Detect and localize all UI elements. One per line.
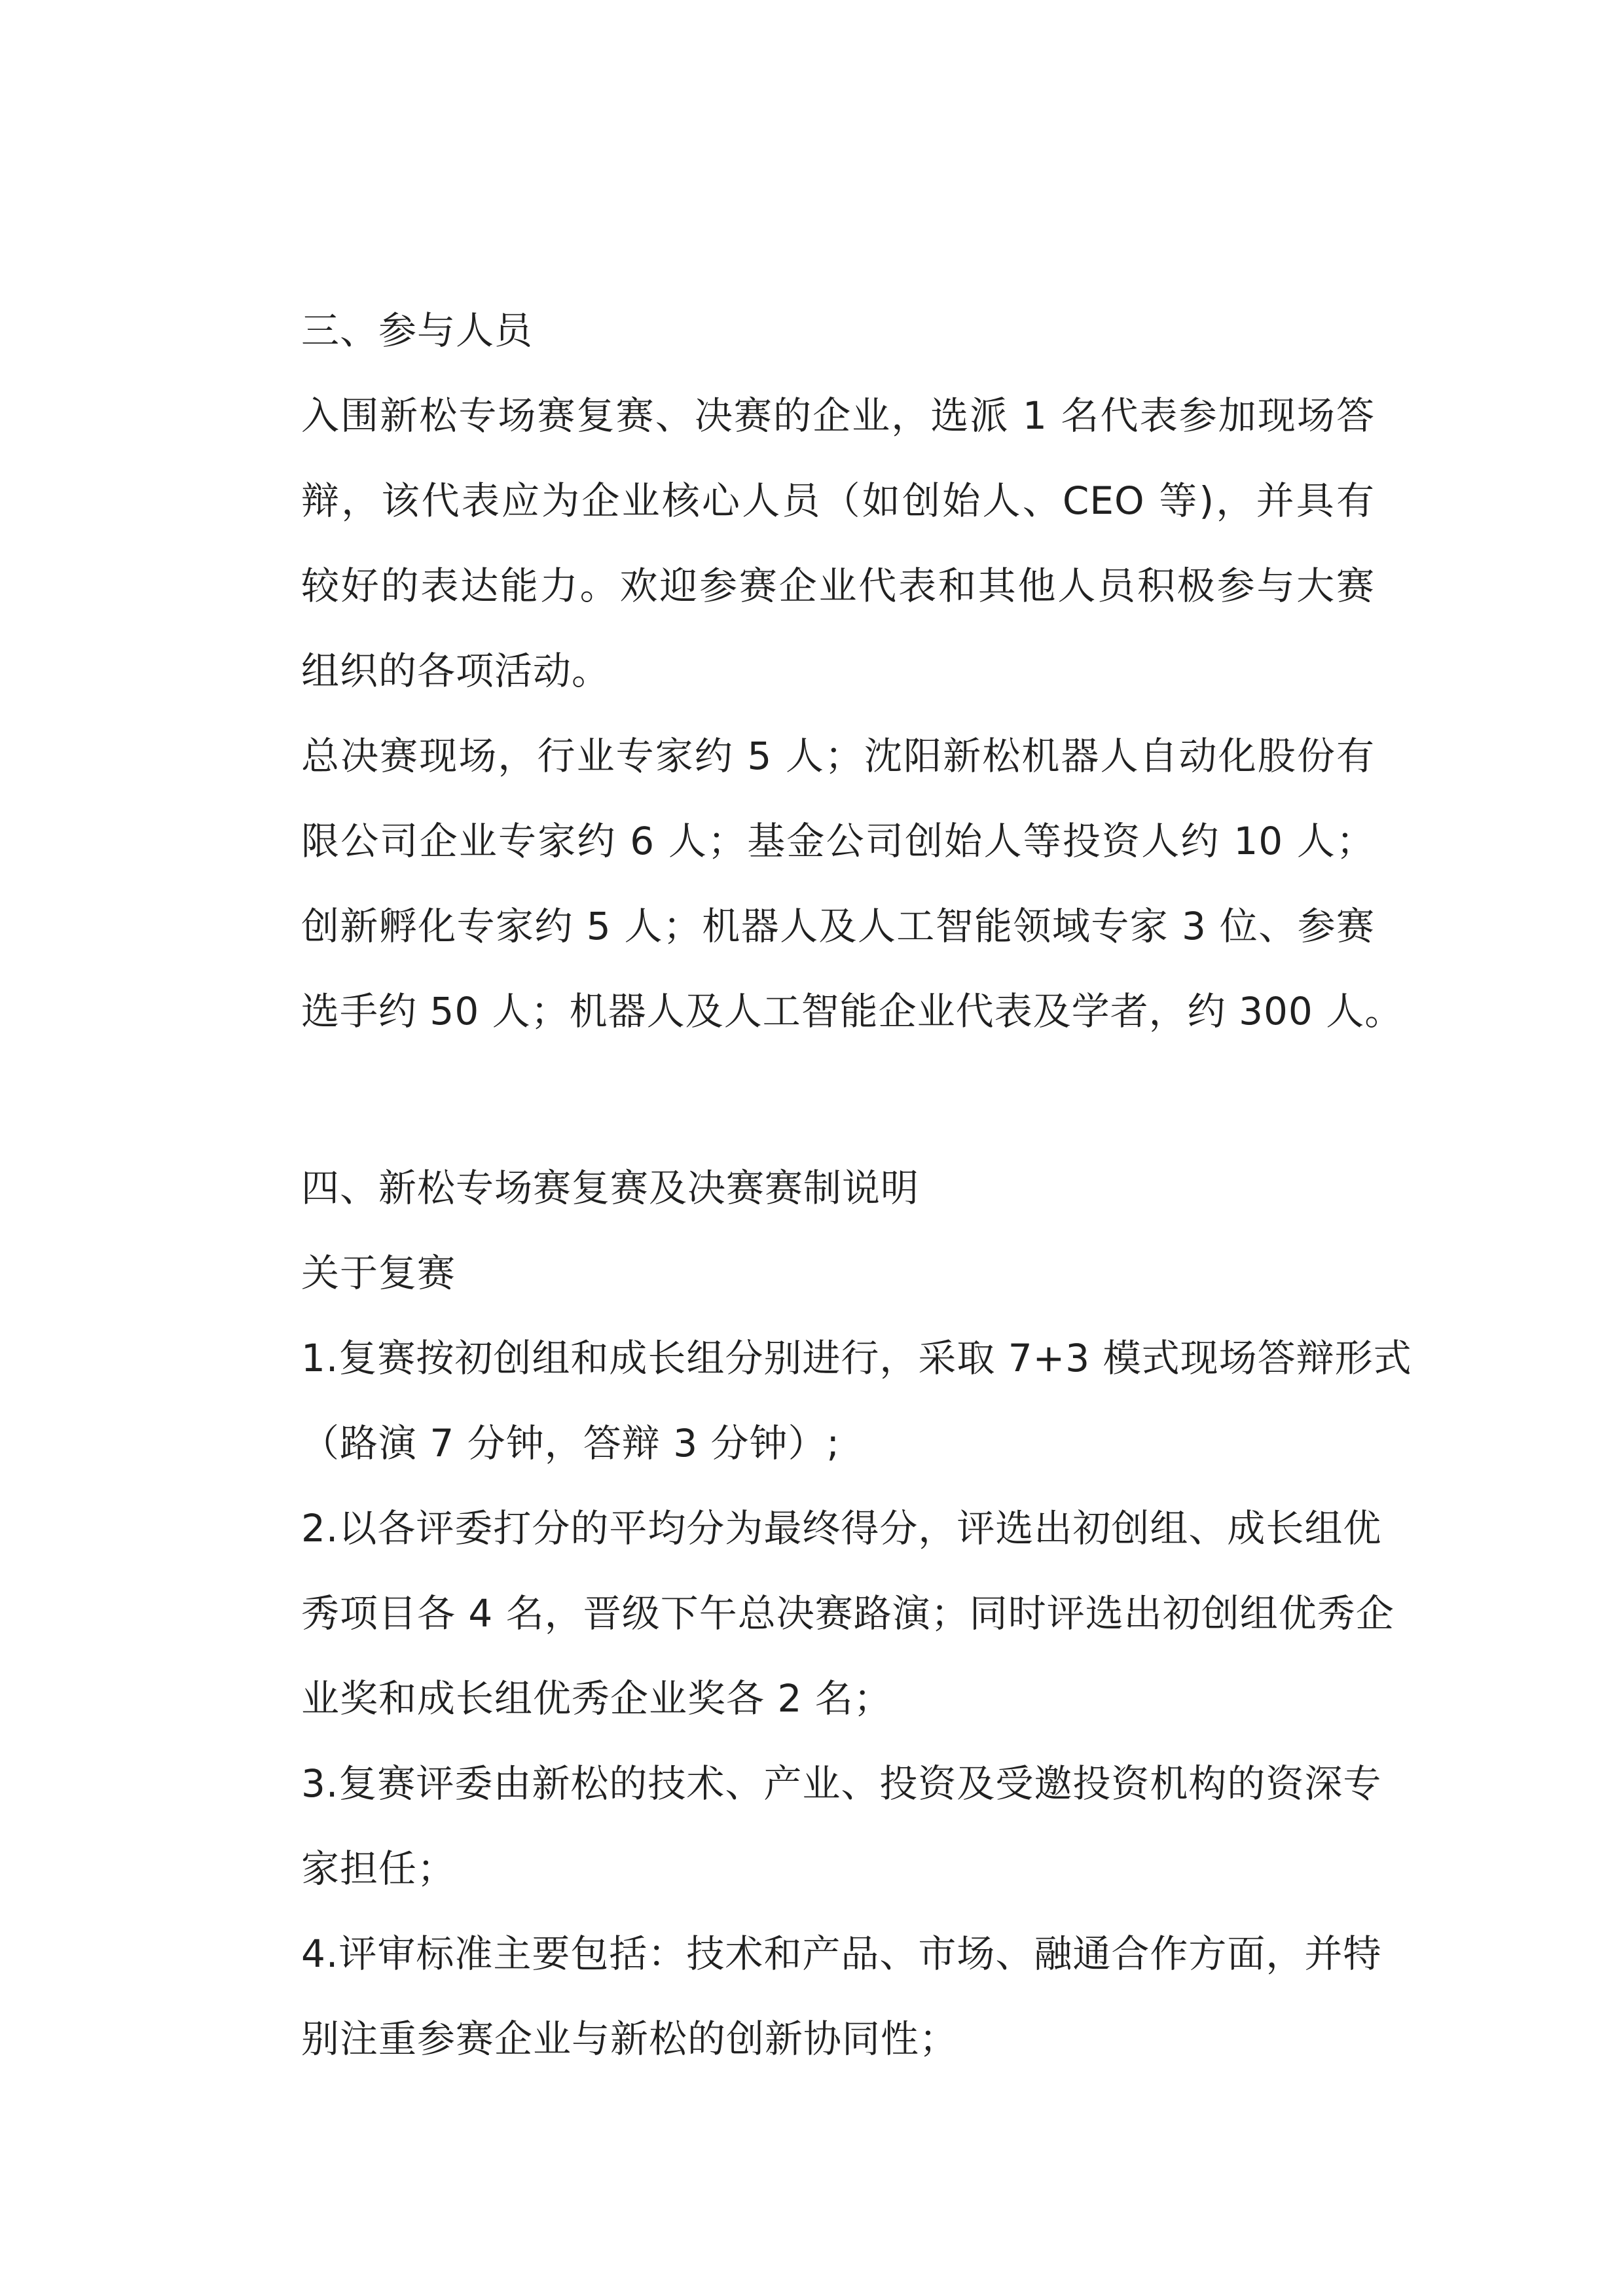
semifinal-rule-1	[301, 1316, 1412, 1486]
text-line: 总决赛现场，行业专家约 5 人；沈阳新松机器人自动化股份有	[301, 734, 1375, 778]
section-heading-competition-format: 四、新松专场赛复赛及决赛赛制说明	[301, 1166, 920, 1210]
text-line: 限公司企业专家约 6 人；基金公司创始人等投资人约 10 人；	[301, 819, 1375, 863]
text-line: 组织的各项活动。	[301, 649, 611, 693]
text-line: 1.复赛按初创组和成长组分别进行，采取 7+3 模式现场答辩形式	[301, 1336, 1412, 1380]
text-line: 别注重参赛企业与新松的创新协同性；	[301, 2017, 958, 2061]
text-line: 2.以各评委打分的平均分为最终得分，评选出初创组、成长组优	[301, 1506, 1382, 1551]
text-line: 辩，该代表应为企业核心人员（如创始人、CEO 等)，并具有	[301, 478, 1375, 523]
subheading-semifinal: 关于复赛	[301, 1251, 456, 1295]
section-heading-participants: 三、参与人员	[301, 308, 534, 353]
text-line: 秀项目各 4 名，晋级下午总决赛路演；同时评选出初创组优秀企	[301, 1591, 1395, 1636]
semifinal-rule-4	[301, 1911, 1382, 2081]
participants-paragraph-1	[301, 373, 1375, 713]
semifinal-rule-3	[301, 1741, 1382, 1911]
text-line: 选手约 50 人；机器人及人工智能企业代表及学者，约 300 人。	[301, 989, 1404, 1033]
section-spacer	[301, 1054, 1375, 1145]
text-line: 业奖和成长组优秀企业奖各 2 名；	[301, 1676, 892, 1721]
text-line: 3.复赛评委由新松的技术、产业、投资及受邀投资机构的资深专	[301, 1761, 1382, 1806]
text-line: 4.评审标准主要包括：技术和产品、市场、融通合作方面，并特	[301, 1931, 1382, 1976]
text-line: 较好的表达能力。欢迎参赛企业代表和其他人员积极参与大赛	[301, 564, 1375, 608]
text-line: （路演 7 分钟，答辩 3 分钟）;	[301, 1421, 841, 1465]
document-body	[301, 288, 1412, 2081]
text-line: 入围新松专场赛复赛、决赛的企业，选派 1 名代表参加现场答	[301, 393, 1375, 438]
text-line: 家担任；	[301, 1846, 456, 1891]
participants-paragraph-2	[301, 713, 1404, 1054]
semifinal-rule-2	[301, 1486, 1395, 1741]
text-line: 创新孵化专家约 5 人；机器人及人工智能领域专家 3 位、参赛	[301, 904, 1375, 948]
